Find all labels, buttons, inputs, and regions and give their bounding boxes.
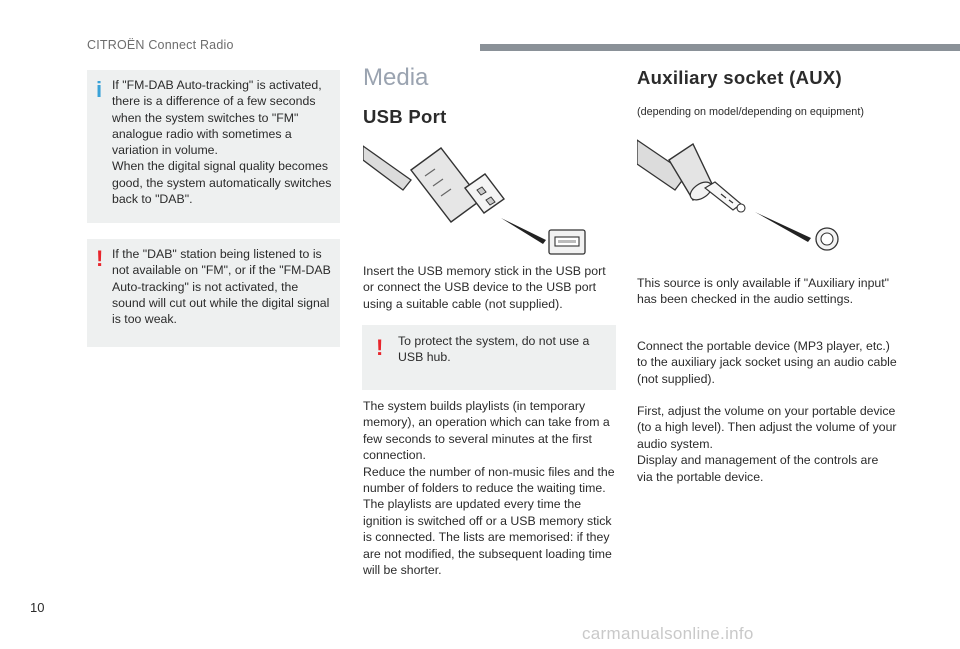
aux-volume-text — [637, 403, 897, 485]
usb-cable — [363, 146, 411, 190]
warning-icon: ! — [376, 335, 384, 360]
aux-plug-tip — [705, 182, 745, 212]
usb-intro-text: Insert the USB memory stick in the USB port or connect the USB device to the USB port using a suitable cable (not supplied). — [363, 264, 606, 311]
usb-plug-illustration — [363, 138, 588, 256]
usb-socket — [549, 230, 585, 254]
warning-icon: ! — [96, 246, 104, 271]
warning-note-text: If the "DAB" station being listened to is not available on "FM", or if the "FM-DAB Auto-tracking" is not activated, the sound will cut out while the digital signal is too weak. — [112, 247, 331, 327]
aux-volume-paragraph-1: First, adjust the volume on your portable device (to a high level). Then adjust the volume of your audio system. — [637, 404, 897, 451]
aux-socket — [816, 228, 838, 250]
info-note-paragraph-2: When the digital signal quality becomes good, the system automatically switches back to "DAB". — [112, 159, 332, 207]
aux-connect-text: Connect the portable device (MP3 player, etc.) to the auxiliary jack socket using an audio cable (not supplied). — [637, 339, 897, 386]
usb-paragraph-3: The playlists are updated every time the ignition is switched off or a USB memory stick is connected. The lists are memorised: if they are not modified, the subsequent loading time will be shorter. — [363, 497, 612, 578]
info-note-paragraph-1: If "FM-DAB Auto-tracking" is activated, there is a difference of a few seconds when the system switches to "FM" analogue radio with sometimes a variation in volume. — [112, 78, 322, 158]
usb-warning-text: To protect the system, do not use a USB hub. — [398, 334, 590, 365]
aux-availability-note: (depending on model/depending on equipment) — [637, 106, 864, 118]
section-title-media: Media — [363, 64, 429, 91]
usb-playlist-text — [363, 398, 618, 578]
usb-paragraph-1: The system builds playlists (in temporary memory), an operation which can take from a few seconds to several minutes at the first connection. — [363, 399, 610, 463]
watermark: carmanualsonline.info — [582, 624, 754, 643]
direction-arrow — [755, 212, 811, 242]
warning-note — [87, 239, 340, 347]
usb-paragraph-2: Reduce the number of non-music files and the number of folders to reduce the waiting time. — [363, 464, 615, 496]
header-title: CITROËN Connect Radio — [87, 38, 234, 52]
usb-warning-note — [362, 325, 616, 390]
aux-source-text: This source is only available if "Auxiliary input" has been checked in the audio settings. — [637, 276, 890, 307]
aux-volume-paragraph-2: Display and management of the controls are via the portable device. — [637, 453, 879, 484]
aux-jack-illustration — [637, 138, 842, 256]
direction-arrow — [501, 218, 546, 244]
aux-title: Auxiliary socket (AUX) — [637, 67, 843, 88]
header-bar — [480, 44, 960, 51]
page-number: 10 — [30, 600, 45, 615]
info-icon: i — [96, 77, 103, 102]
info-note — [87, 70, 340, 223]
usb-port-title: USB Port — [363, 106, 447, 127]
